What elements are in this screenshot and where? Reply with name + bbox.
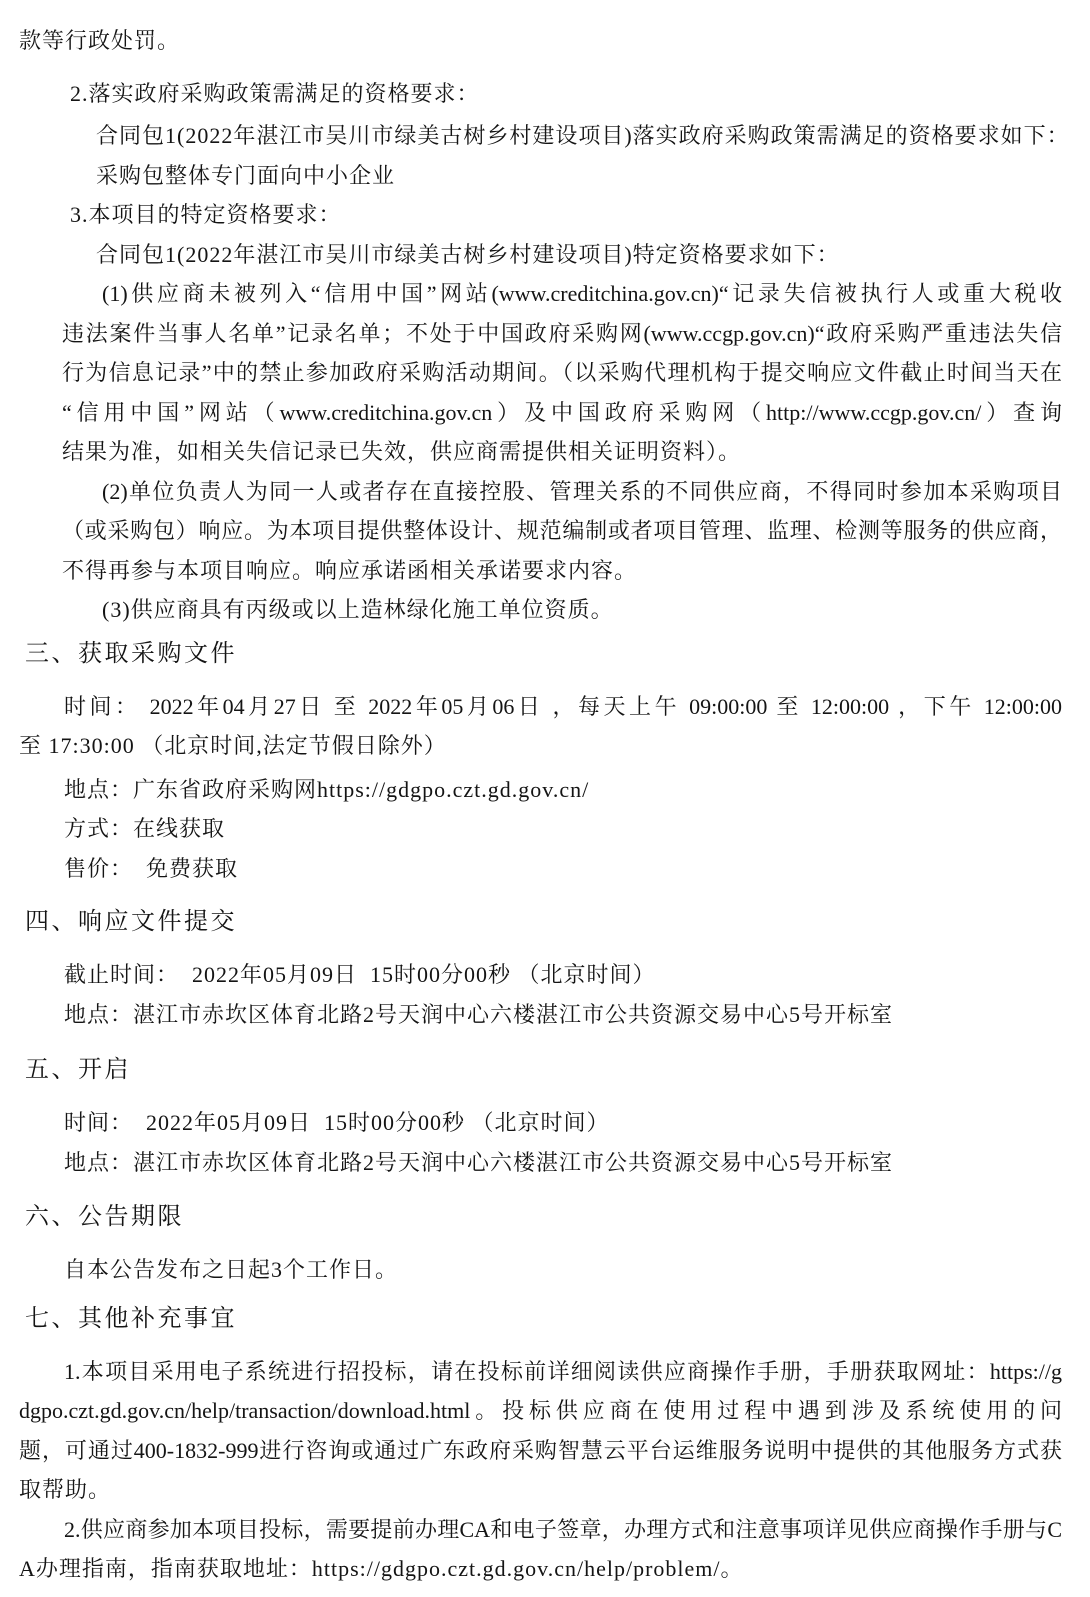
contract-package-specific-line: 合同包1(2022年湛江市吴川市绿美古树乡村建设项目)特定资格要求如下： (96, 241, 840, 267)
obtain-price-line: 售价： 免费获取 (64, 855, 239, 881)
other-para-2-line-2: A办理指南，指南获取地址：https://gdgpo.czt.gd.gov.cn/help/problem/。 (19, 1556, 744, 1581)
requirement-2-line-2: （或采购包）响应。为本项目提供整体设计、规范编制或者项目管理、监理、检测等服务的供应商， (62, 518, 1062, 543)
section-heading-other: 七、其他补充事宜 (25, 1305, 237, 1332)
other-para-2-line-1: 2.供应商参加本项目投标，需要提前办理CA和电子签章，办理方式和注意事项详见供应商操作手册与C (64, 1516, 1062, 1542)
other-para-1-line-4: 取帮助。 (19, 1477, 112, 1502)
other-para-1-line-3: 题，可通过400-1832-999进行咨询或通过广东政府采购智慧云平台运维服务说明中提供的其他服务方式获 (19, 1437, 1062, 1463)
requirement-1-line-2: 违法案件当事人名单”记录名单；不处于中国政府采购网(www.ccgp.gov.cn)“政府采购严重违法失信 (62, 320, 1062, 346)
requirement-2-line-1: (2)单位负责人为同一人或者存在直接控股、管理关系的不同供应商，不得同时参加本采购项目 (102, 478, 1062, 504)
submit-location-line: 地点：湛江市赤坎区体育北路2号天润中心六楼湛江市公共资源交易中心5号开标室 (64, 1001, 894, 1027)
requirement-1-line-3: 行为信息记录”中的禁止参加政府采购活动期间。（以采购代理机构于提交响应文件截止时间当天在 (62, 360, 1062, 385)
section-heading-submit: 四、响应文件提交 (25, 909, 237, 935)
opening-location-line: 地点：湛江市赤坎区体育北路2号天润中心六楼湛江市公共资源交易中心5号开标室 (64, 1149, 894, 1175)
notice-period-line: 自本公告发布之日起3个工作日。 (64, 1257, 399, 1282)
obtain-time-line-1: 时间： 2022年04月27日 至 2022年05月06日 ，每天上午 09:00:00 至 12:00:00 ，下午 12:00:00 (64, 693, 1062, 719)
qualification-item-2: 2.落实政府采购政策需满足的资格要求： (70, 80, 480, 106)
qualification-item-3: 3.本项目的特定资格要求： (70, 202, 342, 227)
section-heading-opening: 五、开启 (25, 1057, 131, 1083)
submit-deadline-line: 截止时间： 2022年05月09日 15时00分00秒 （北京时间） (64, 962, 656, 987)
section-heading-obtain-docs: 三、获取采购文件 (25, 640, 237, 667)
contract-package-policy-line: 合同包1(2022年湛江市吴川市绿美古树乡村建设项目)落实政府采购政策需满足的资格要求如下： (96, 123, 1070, 148)
other-para-1-line-2: dgpo.czt.gd.gov.cn/help/transaction/download.html。投标供应商在使用过程中遇到涉及系统使用的问 (19, 1398, 1062, 1423)
smes-target-line: 采购包整体专门面向中小企业 (96, 162, 396, 188)
other-para-1-line-1: 1.本项目采用电子系统进行招投标，请在投标前详细阅读供应商操作手册，手册获取网址：https://g (64, 1358, 1062, 1384)
requirement-3-line: (3)供应商具有丙级或以上造林绿化施工单位资质。 (102, 597, 614, 622)
requirement-1-line-4: “信用中国”网站（www.creditchina.gov.cn）及中国政府采购网（http://www.ccgp.gov.cn/）查询 (62, 399, 1062, 425)
section-heading-notice-period: 六、公告期限 (25, 1204, 184, 1230)
requirement-1-line-5: 结果为准，如相关失信记录已失效，供应商需提供相关证明资料）。 (62, 439, 742, 464)
requirement-2-line-3: 不得再参与本项目响应。响应承诺函相关承诺要求内容。 (62, 557, 638, 583)
requirement-1-line-1: (1)供应商未被列入“信用中国”网站(www.creditchina.gov.cn)“记录失信被执行人或重大税收 (102, 281, 1062, 306)
opening-time-line: 时间： 2022年05月09日 15时00分00秒 （北京时间） (64, 1110, 610, 1135)
obtain-method-line: 方式：在线获取 (64, 816, 226, 841)
carryover-line: 款等行政处罚。 (19, 28, 181, 53)
obtain-time-line-2: 至 17:30:00 （北京时间,法定节假日除外） (19, 733, 447, 758)
obtain-location-line: 地点：广东省政府采购网https://gdgpo.czt.gd.gov.cn/ (64, 776, 590, 802)
